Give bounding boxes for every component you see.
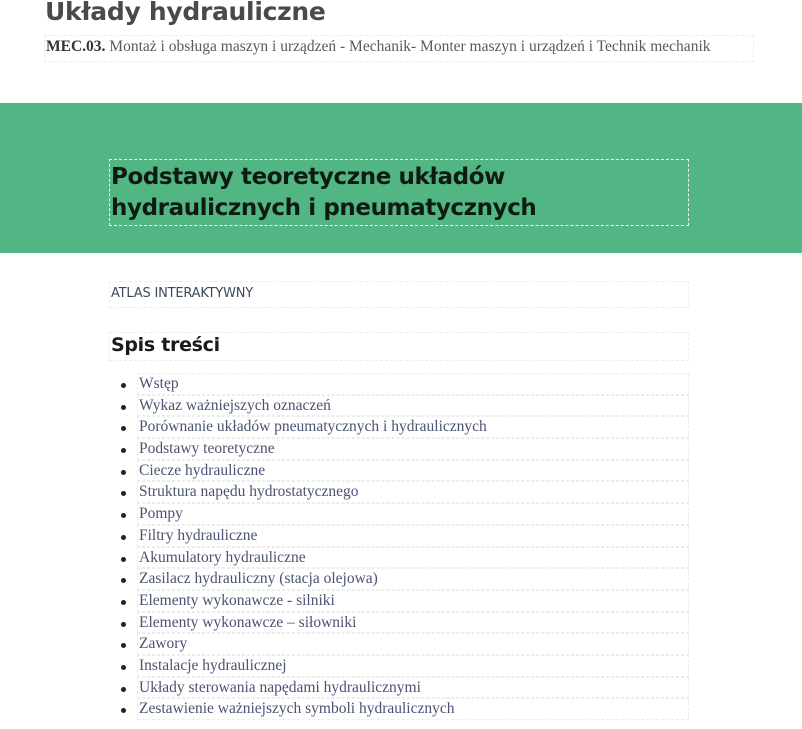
toc-item-filtry[interactable]: Filtry hydrauliczne (137, 525, 689, 547)
toc-item-pompy[interactable]: Pompy (137, 503, 689, 525)
toc-item-instalacje[interactable]: Instalacje hydraulicznej (137, 655, 689, 677)
toc-item-uklady-sterowania[interactable]: Układy sterowania napędami hydraulicznymi (137, 677, 689, 699)
toc-heading: Spis treści (109, 332, 689, 361)
toc-item-wstep[interactable]: Wstęp (137, 373, 689, 395)
toc-item-akumulatory[interactable]: Akumulatory hydrauliczne (137, 547, 689, 569)
toc-item-silniki[interactable]: Elementy wykonawcze - silniki (137, 590, 689, 612)
toc-item-ciecze-hydrauliczne[interactable]: Ciecze hydrauliczne (137, 460, 689, 482)
toc-item-symbole[interactable]: Zestawienie ważniejszych symboli hydraulicznych (137, 698, 689, 720)
course-description: Montaż i obsługa maszyn i urządzeń - Mechanik- Monter maszyn i urządzeń i Technik mechanik (105, 38, 711, 55)
toc-item-silowniki[interactable]: Elementy wykonawcze – siłowniki (137, 612, 689, 634)
toc-item-porownanie-ukladow[interactable]: Porównanie układów pneumatycznych i hydraulicznych (137, 416, 689, 438)
toc-item-zasilacz[interactable]: Zasilacz hydrauliczny (stacja olejowa) (137, 568, 689, 590)
toc-item-zawory[interactable]: Zawory (137, 633, 689, 655)
course-subtitle (44, 35, 754, 62)
hero-banner (0, 103, 802, 253)
toc-item-struktura-napedu[interactable]: Struktura napędu hydrostatycznego (137, 481, 689, 503)
toc-item-wykaz-oznaczen[interactable]: Wykaz ważniejszych oznaczeń (137, 395, 689, 417)
atlas-label: ATLAS INTERAKTYWNY (109, 281, 689, 308)
page-title: Układy hydrauliczne (45, 0, 326, 26)
toc-list (109, 373, 689, 720)
toc-item-podstawy-teoretyczne[interactable]: Podstawy teoretyczne (137, 438, 689, 460)
hero-title: Podstawy teoretyczne układów hydraulicznych i pneumatycznych (109, 159, 689, 226)
course-code: MEC.03. (46, 38, 106, 55)
